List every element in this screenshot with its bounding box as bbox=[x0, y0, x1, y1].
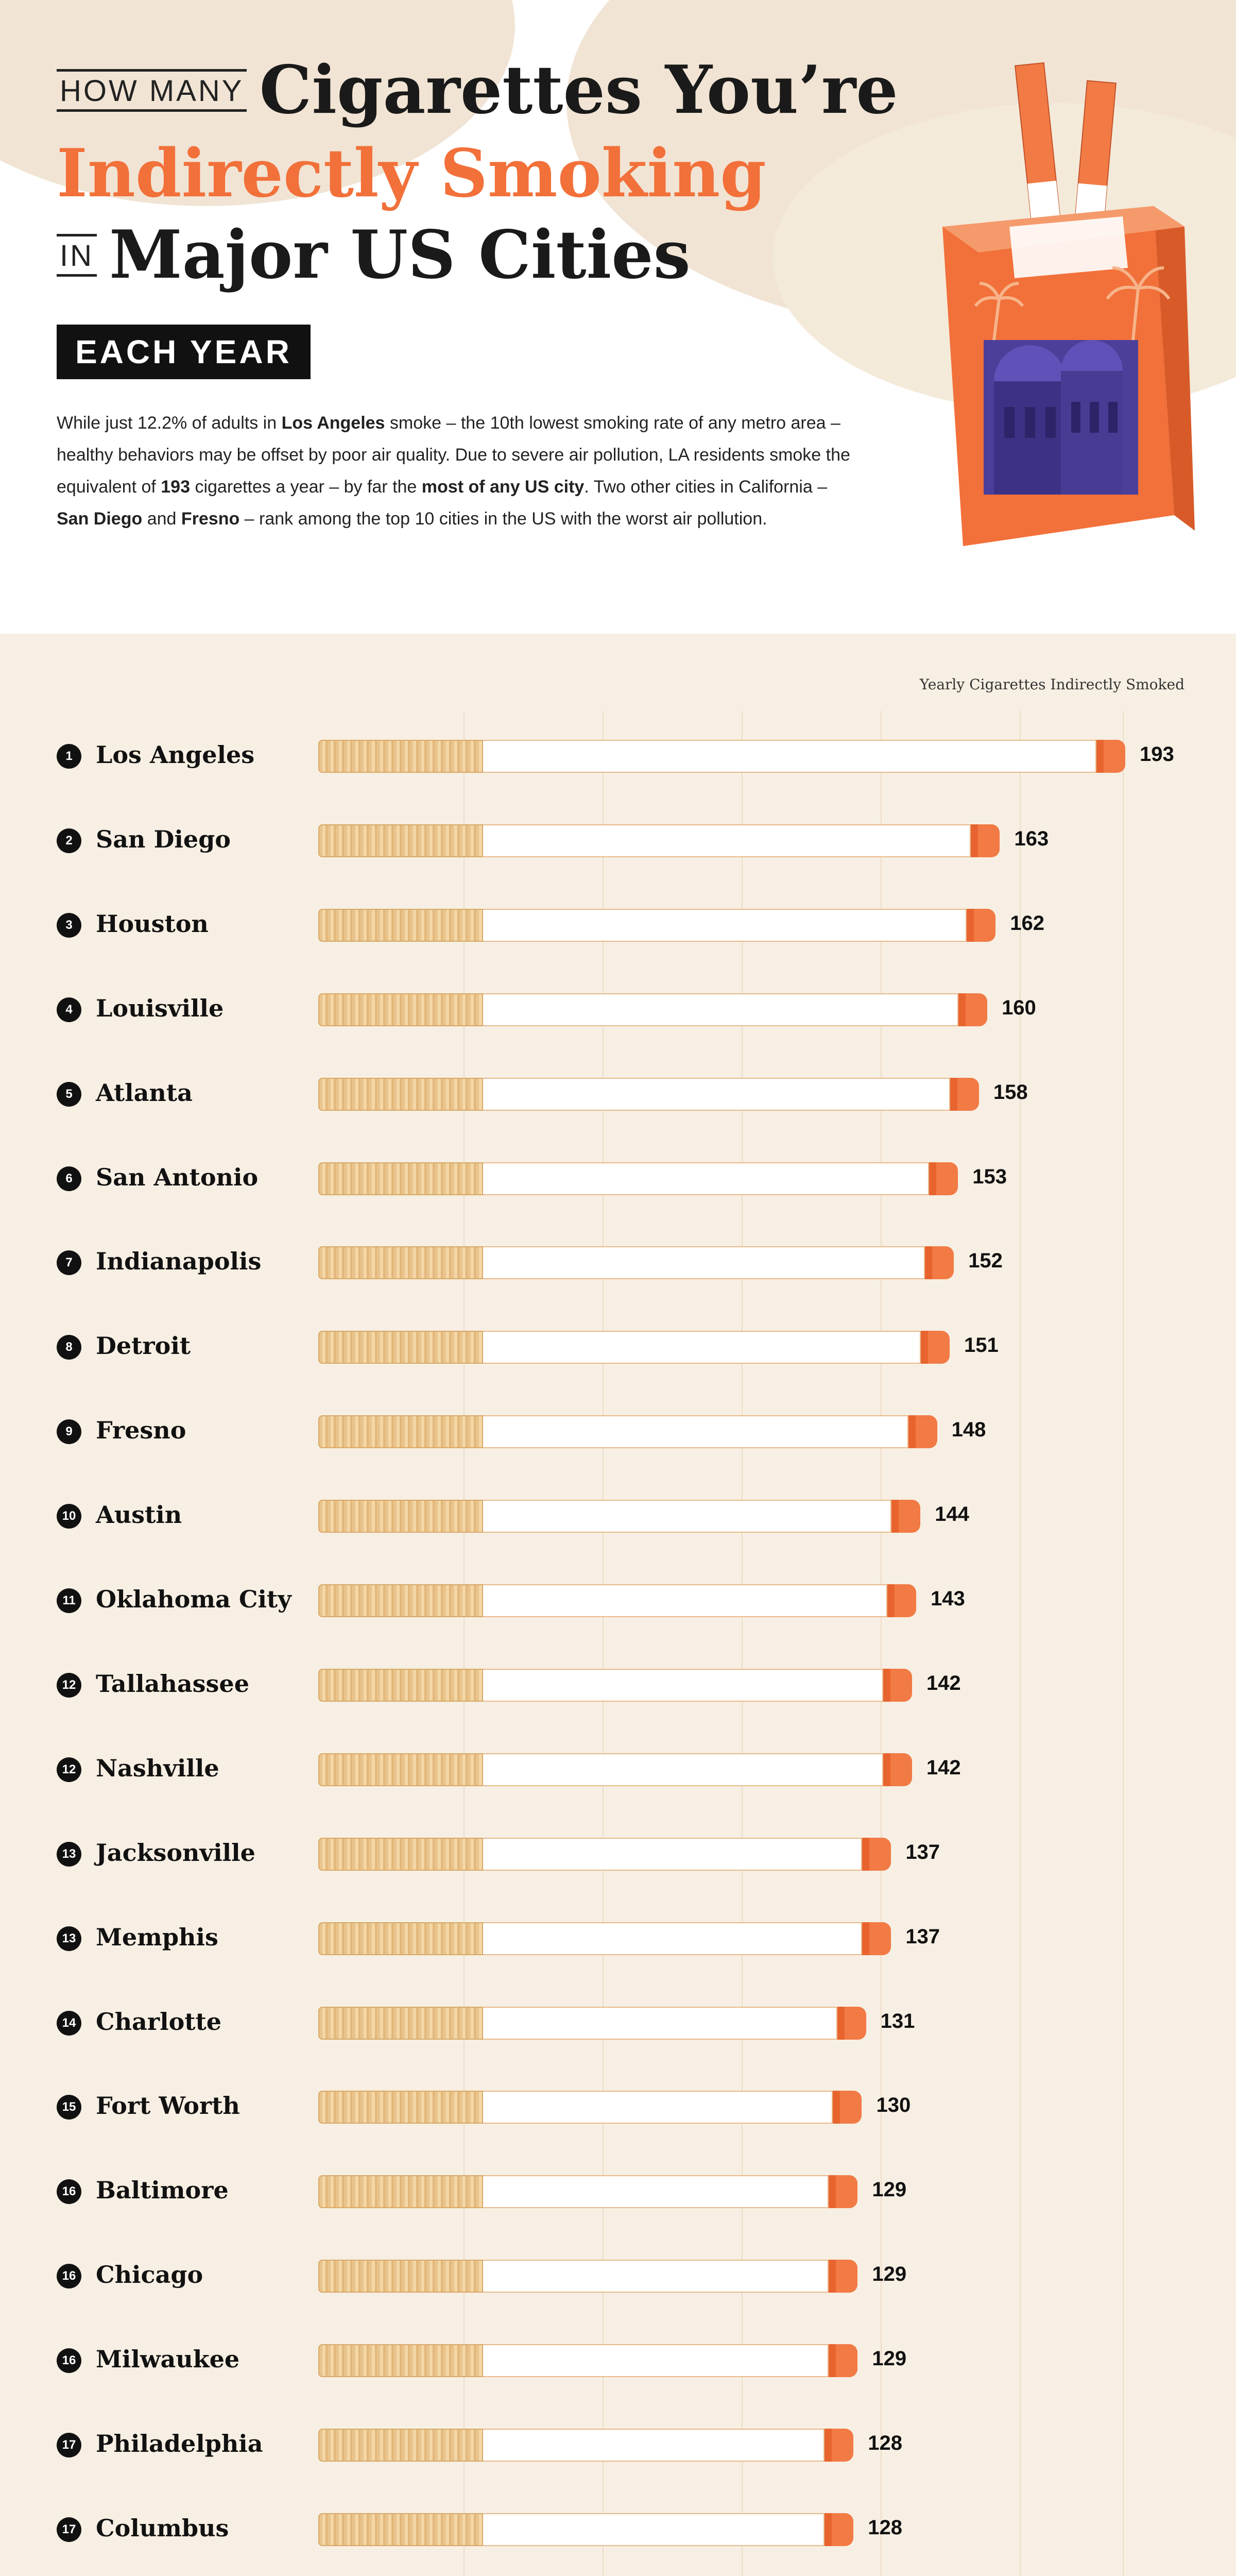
cigarette-ember bbox=[908, 1415, 937, 1448]
cigarette-paper bbox=[483, 2091, 833, 2124]
cigarette-filter bbox=[318, 1753, 483, 1786]
rank-badge: 8 bbox=[57, 1335, 81, 1360]
cigarette-bar bbox=[318, 2260, 857, 2293]
cigarette-paper bbox=[483, 993, 958, 1026]
table-row bbox=[0, 2076, 1236, 2138]
table-row bbox=[0, 1570, 1236, 1632]
city-label: San Antonio bbox=[96, 1163, 259, 1191]
cigarette-filter bbox=[318, 1669, 483, 1702]
cigarette-filter bbox=[318, 2007, 483, 2040]
value-label: 130 bbox=[876, 2094, 911, 2117]
cigarette-pack-illustration bbox=[906, 52, 1195, 567]
value-label: 137 bbox=[905, 1840, 940, 1863]
cigarette-ember bbox=[829, 2344, 857, 2377]
cigarette-ember bbox=[967, 909, 995, 942]
rank-badge: 14 bbox=[57, 2011, 81, 2036]
cigarette-paper bbox=[483, 909, 967, 942]
cigarette-paper bbox=[483, 1500, 891, 1533]
value-label: 153 bbox=[972, 1165, 1007, 1188]
cigarette-bar bbox=[318, 2175, 857, 2208]
cigarette-bar bbox=[318, 1584, 916, 1617]
cigarette-ember bbox=[887, 1584, 916, 1617]
city-label: Atlanta bbox=[96, 1078, 193, 1107]
cigarette-filter bbox=[318, 1415, 483, 1448]
table-row bbox=[0, 1823, 1236, 1885]
cigarette-paper bbox=[483, 1415, 908, 1448]
rank-badge: 1 bbox=[57, 744, 81, 769]
rank-badge: 17 bbox=[57, 2517, 81, 2542]
city-label: Charlotte bbox=[96, 2007, 222, 2036]
table-row bbox=[0, 2330, 1236, 2392]
city-label: Baltimore bbox=[96, 2176, 229, 2205]
cigarette-paper bbox=[483, 1922, 862, 1955]
title-big-1: Cigarettes You’re bbox=[259, 52, 898, 129]
table-row bbox=[0, 1316, 1236, 1378]
value-label: 128 bbox=[868, 2516, 902, 2539]
cigarette-ember bbox=[833, 2091, 862, 2124]
cigarette-ember bbox=[829, 2260, 857, 2293]
cigarette-filter bbox=[318, 2091, 483, 2124]
cigarette-ember bbox=[883, 1753, 912, 1786]
cigarette-ember bbox=[837, 2007, 866, 2040]
table-row bbox=[0, 2414, 1236, 2476]
cigarette-paper bbox=[483, 2260, 829, 2293]
cigarette-paper bbox=[483, 2007, 837, 2040]
cigarette-filter bbox=[318, 1331, 483, 1364]
cigarette-bar bbox=[318, 1669, 912, 1702]
cigarette-paper bbox=[483, 1331, 921, 1364]
cigarette-filter bbox=[318, 824, 483, 857]
cigarette-bar bbox=[318, 1753, 912, 1786]
city-label: Detroit bbox=[96, 1332, 191, 1360]
cigarette-bar bbox=[318, 1838, 891, 1871]
rank-badge: 16 bbox=[57, 2264, 81, 2289]
cigarette-paper bbox=[483, 1078, 950, 1111]
cigarette-filter bbox=[318, 740, 483, 773]
cigarette-bar bbox=[318, 1246, 954, 1279]
cigarette-bar bbox=[318, 1922, 891, 1955]
value-label: 148 bbox=[951, 1418, 986, 1442]
city-label: Columbus bbox=[96, 2514, 229, 2542]
value-label: 131 bbox=[880, 2009, 915, 2032]
value-label: 129 bbox=[872, 2178, 907, 2201]
cigarette-paper bbox=[483, 1838, 862, 1871]
cigarette-bar bbox=[318, 909, 995, 942]
cigarette-bar bbox=[318, 2513, 853, 2546]
value-label: 162 bbox=[1010, 911, 1045, 935]
city-label: Oklahoma City bbox=[96, 1585, 291, 1613]
cigarette-filter bbox=[318, 2344, 483, 2377]
cigarette-paper bbox=[483, 2513, 825, 2546]
city-label: Chicago bbox=[96, 2261, 203, 2289]
chart-legend: Yearly Cigarettes Indirectly Smoked bbox=[919, 676, 1184, 693]
cigarette-ember bbox=[950, 1078, 979, 1111]
value-label: 142 bbox=[926, 1756, 961, 1779]
rank-badge: 2 bbox=[57, 828, 81, 853]
cigarette-bar bbox=[318, 1078, 979, 1111]
table-row bbox=[0, 2499, 1236, 2561]
city-label: Austin bbox=[96, 1501, 182, 1529]
each-year-badge: EACH YEAR bbox=[57, 325, 311, 379]
table-row bbox=[0, 1148, 1236, 1210]
cigarette-paper bbox=[483, 2175, 829, 2208]
rank-badge: 4 bbox=[57, 997, 81, 1022]
cigarette-filter bbox=[318, 909, 483, 942]
cigarette-bar bbox=[318, 2429, 853, 2462]
cigarette-bar bbox=[318, 2007, 866, 2040]
city-label: Milwaukee bbox=[96, 2345, 240, 2374]
city-label: Houston bbox=[96, 909, 209, 938]
title-small-3: IN bbox=[57, 234, 97, 277]
table-row bbox=[0, 1992, 1236, 2054]
cigarette-bar bbox=[318, 1500, 920, 1533]
value-label: 143 bbox=[931, 1587, 965, 1610]
city-label: Tallahassee bbox=[96, 1669, 249, 1698]
table-row bbox=[0, 725, 1236, 787]
cigarette-filter bbox=[318, 2513, 483, 2546]
city-label: Nashville bbox=[96, 1754, 219, 1782]
cigarette-ember bbox=[862, 1922, 891, 1955]
cigarette-filter bbox=[318, 2429, 483, 2462]
city-label: Philadelphia bbox=[96, 2430, 263, 2458]
cigarette-bar bbox=[318, 824, 1000, 857]
table-row bbox=[0, 1401, 1236, 1463]
cigarette-ember bbox=[891, 1500, 920, 1533]
cigarette-bar bbox=[318, 1162, 958, 1195]
cigarette-ember bbox=[825, 2429, 853, 2462]
rank-badge: 15 bbox=[57, 2095, 81, 2120]
cigarette-bar bbox=[318, 993, 987, 1026]
city-label: San Diego bbox=[96, 825, 231, 853]
table-row bbox=[0, 810, 1236, 872]
rank-badge: 9 bbox=[57, 1419, 81, 1444]
cigarette-filter bbox=[318, 2260, 483, 2293]
cigarette-paper bbox=[483, 1162, 929, 1195]
cigarette-filter bbox=[318, 1078, 483, 1111]
title-orange: Indirectly Smoking bbox=[57, 135, 766, 212]
rank-badge: 5 bbox=[57, 1082, 81, 1107]
rank-badge: 3 bbox=[57, 913, 81, 938]
cigarette-filter bbox=[318, 1838, 483, 1871]
city-label: Indianapolis bbox=[96, 1247, 262, 1276]
cigarette-bar bbox=[318, 740, 1125, 773]
intro-paragraph: While just 12.2% of adults in Los Angeles smoke – the 10th lowest smoking rate of any metro area – healthy behaviors may be offset by poor air quality. Due to severe air pollution, LA residents smoke the equivalent of 193 cigarettes a year – by far the most of any US city. Two other cities in California – San Diego and Fresno – rank among the top 10 cities in the US with the worst air pollution. bbox=[57, 413, 850, 529]
rank-badge: 16 bbox=[57, 2179, 81, 2204]
value-label: 129 bbox=[872, 2263, 907, 2286]
city-label: Fresno bbox=[96, 1416, 186, 1445]
title-small-1: HOW MANY bbox=[57, 69, 247, 112]
cigarette-paper bbox=[483, 1669, 883, 1702]
value-label: 144 bbox=[935, 1503, 969, 1526]
rank-badge: 6 bbox=[57, 1166, 81, 1191]
title-line-3 bbox=[57, 216, 691, 294]
title-line-2 bbox=[57, 135, 766, 212]
cigarette-ember bbox=[883, 1669, 912, 1702]
value-label: 163 bbox=[1014, 827, 1049, 850]
cigarette-filter bbox=[318, 1922, 483, 1955]
rank-badge: 13 bbox=[57, 1926, 81, 1951]
cigarette-bar bbox=[318, 1415, 937, 1448]
cigarette-paper bbox=[483, 1753, 883, 1786]
table-row bbox=[0, 2245, 1236, 2307]
title-big-3: Major US Cities bbox=[109, 216, 691, 294]
rank-badge: 10 bbox=[57, 1504, 81, 1529]
chart-area bbox=[0, 634, 1236, 2576]
cigarette-filter bbox=[318, 993, 483, 1026]
table-row bbox=[0, 1908, 1236, 1970]
value-label: 151 bbox=[964, 1334, 999, 1357]
cigarette-filter bbox=[318, 2175, 483, 2208]
table-row bbox=[0, 1063, 1236, 1125]
table-row bbox=[0, 1739, 1236, 1801]
table-row bbox=[0, 1232, 1236, 1294]
rank-badge: 7 bbox=[57, 1250, 81, 1275]
value-label: 158 bbox=[993, 1080, 1028, 1104]
value-label: 128 bbox=[868, 2432, 902, 2454]
cigarette-ember bbox=[958, 993, 987, 1026]
table-row bbox=[0, 2161, 1236, 2223]
cigarette-ember bbox=[1096, 740, 1125, 773]
value-label: 142 bbox=[926, 1671, 961, 1694]
cigarette-bar bbox=[318, 2091, 862, 2124]
value-label: 137 bbox=[905, 1925, 940, 1948]
cigarette-ember bbox=[825, 2513, 853, 2546]
rank-badge: 11 bbox=[57, 1588, 81, 1613]
cigarette-paper bbox=[483, 740, 1096, 773]
rank-badge: 17 bbox=[57, 2433, 81, 2458]
table-row bbox=[0, 1654, 1236, 1716]
cigarette-ember bbox=[862, 1838, 891, 1871]
table-row bbox=[0, 894, 1236, 956]
table-row bbox=[0, 1485, 1236, 1547]
value-label: 129 bbox=[872, 2347, 907, 2370]
value-label: 193 bbox=[1140, 743, 1174, 766]
cigarette-filter bbox=[318, 1246, 483, 1279]
cigarette-ember bbox=[929, 1162, 958, 1195]
cigarette-filter bbox=[318, 1584, 483, 1617]
city-label: Louisville bbox=[96, 994, 224, 1022]
city-label: Los Angeles bbox=[96, 741, 255, 769]
cigarette-ember bbox=[971, 824, 1000, 857]
cigarette-ember bbox=[925, 1246, 954, 1279]
cigarette-filter bbox=[318, 1162, 483, 1195]
value-label: 152 bbox=[968, 1249, 1003, 1273]
cigarette-filter bbox=[318, 1500, 483, 1533]
cigarette-ember bbox=[829, 2175, 857, 2208]
rank-badge: 12 bbox=[57, 1757, 81, 1782]
cigarette-ember bbox=[921, 1331, 950, 1364]
rank-badge: 16 bbox=[57, 2348, 81, 2373]
cigarette-bar bbox=[318, 1331, 950, 1364]
city-label: Fort Worth bbox=[96, 2092, 240, 2120]
cigarette-bar bbox=[318, 2344, 857, 2377]
cigarette-paper bbox=[483, 2429, 825, 2462]
cigarette-paper bbox=[483, 824, 971, 857]
cigarette-paper bbox=[483, 2344, 829, 2377]
title-line-1 bbox=[57, 52, 898, 129]
table-row bbox=[0, 979, 1236, 1041]
rank-badge: 13 bbox=[57, 1842, 81, 1867]
cigarette-paper bbox=[483, 1584, 887, 1617]
header bbox=[0, 0, 1236, 634]
city-label: Memphis bbox=[96, 1923, 218, 1951]
cigarette-paper bbox=[483, 1246, 925, 1279]
value-label: 160 bbox=[1002, 996, 1036, 1019]
city-label: Jacksonville bbox=[96, 1838, 255, 1867]
rank-badge: 12 bbox=[57, 1673, 81, 1698]
